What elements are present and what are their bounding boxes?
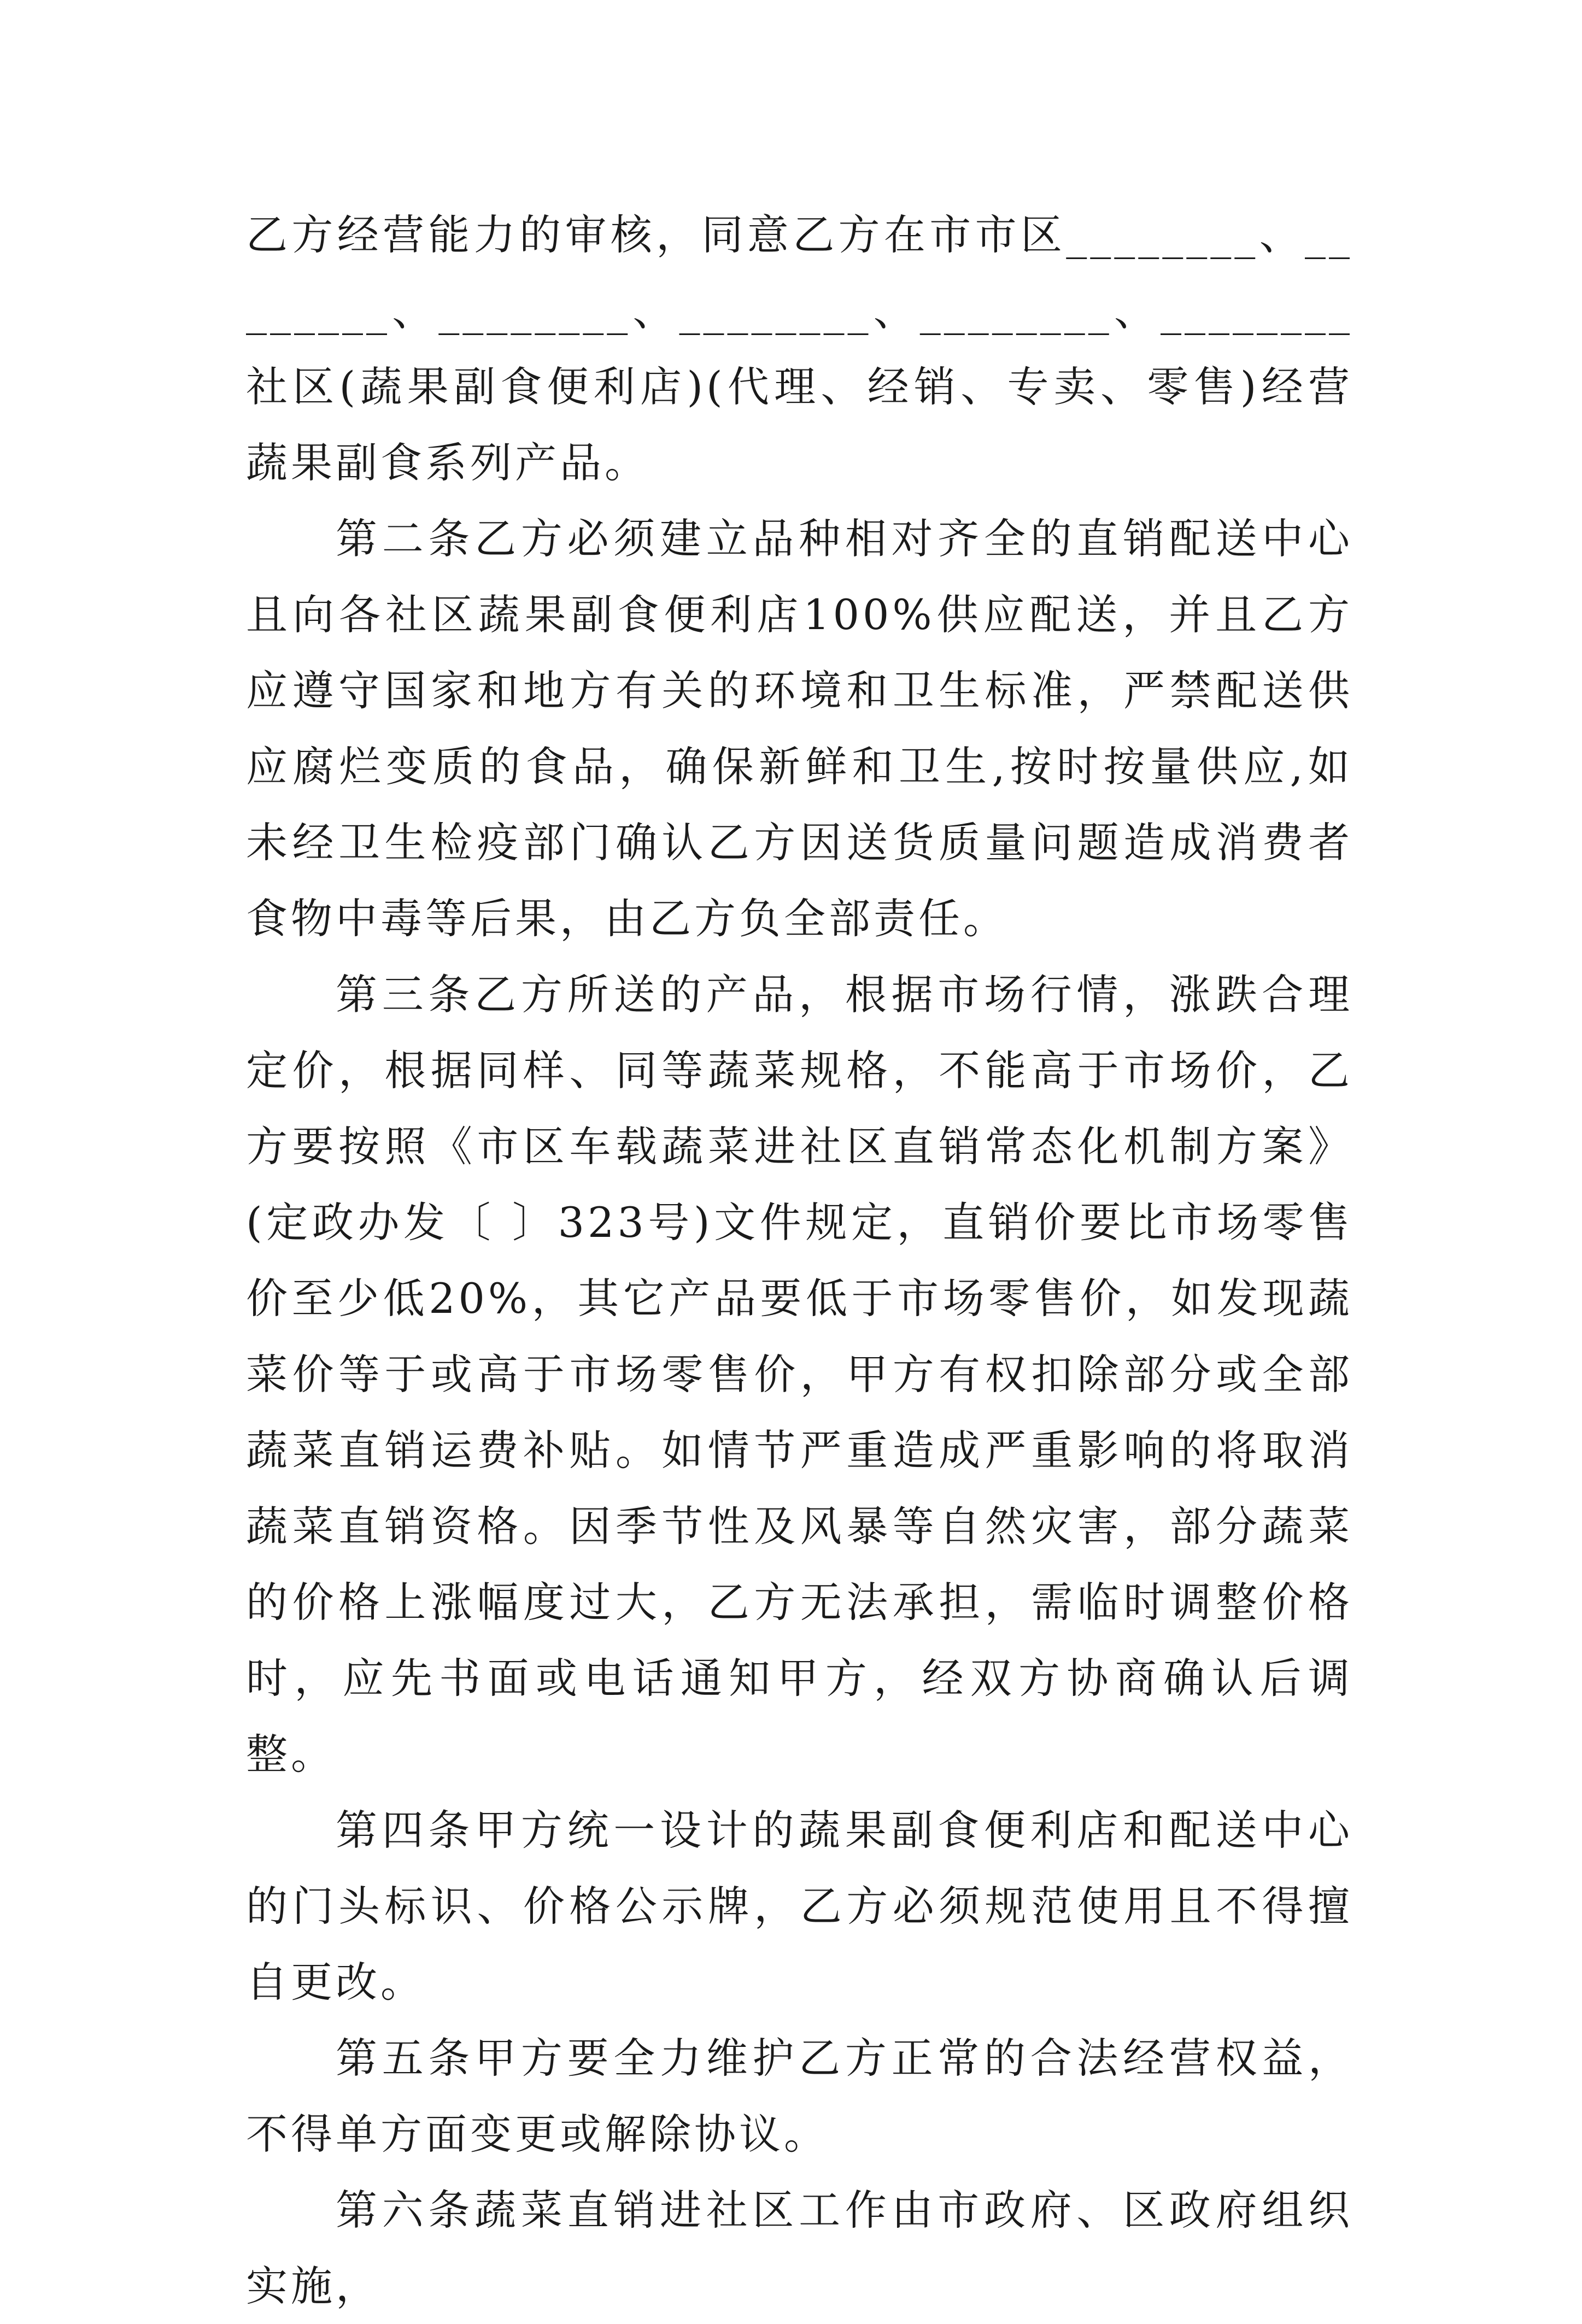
- paragraph-article-4: 第四条甲方统一设计的蔬果副食便利店和配送中心的门头标识、价格公示牌，乙方必须规范使用且不得擅自更改。: [246, 1806, 1353, 2006]
- paragraph-article-5: 第五条甲方要全力维护乙方正常的合法经营权益，不得单方面变更或解除协议。: [246, 2034, 1353, 2158]
- paragraph-continuation: 乙方经营能力的审核，同意乙方在市市区________、________、________、________、________、________社区(蔬果副食便利店)(代理、经销、专卖、零售)经营蔬果副食系列产品。: [246, 210, 1353, 487]
- paragraph-article-6: 第六条蔬菜直销进社区工作由市政府、区政府组织实施，: [246, 2186, 1353, 2310]
- paragraph-article-3: 第三条乙方所送的产品，根据市场行情，涨跌合理定价，根据同样、同等蔬菜规格，不能高于市场价，乙方要按照《市区车载蔬菜进社区直销常态化机制方案》(定政办发〔 〕323号)文件规定，直销价要比市场零售价至少低20%，其它产品要低于市场零售价，如发现蔬菜价等于或高于市场零售价，甲方有权扣除部分或全部蔬菜直销运费补贴。如情节严重造成严重影响的将取消蔬菜直销资格。因季节性及风暴等自然灾害，部分蔬菜的价格上涨幅度过大，乙方无法承担，需临时调整价格时，应先书面或电话通知甲方，经双方协商确认后调整。: [246, 970, 1353, 1779]
- document-body: [246, 197, 1353, 2324]
- paragraph-article-2: 第二条乙方必须建立品种相对齐全的直销配送中心且向各社区蔬果副食便利店100%供应配送，并且乙方应遵守国家和地方有关的环境和卫生标准，严禁配送供应腐烂变质的食品，确保新鲜和卫生,按时按量供应,如未经卫生检疫部门确认乙方因送货质量问题造成消费者食物中毒等后果，由乙方负全部责任。: [246, 514, 1353, 943]
